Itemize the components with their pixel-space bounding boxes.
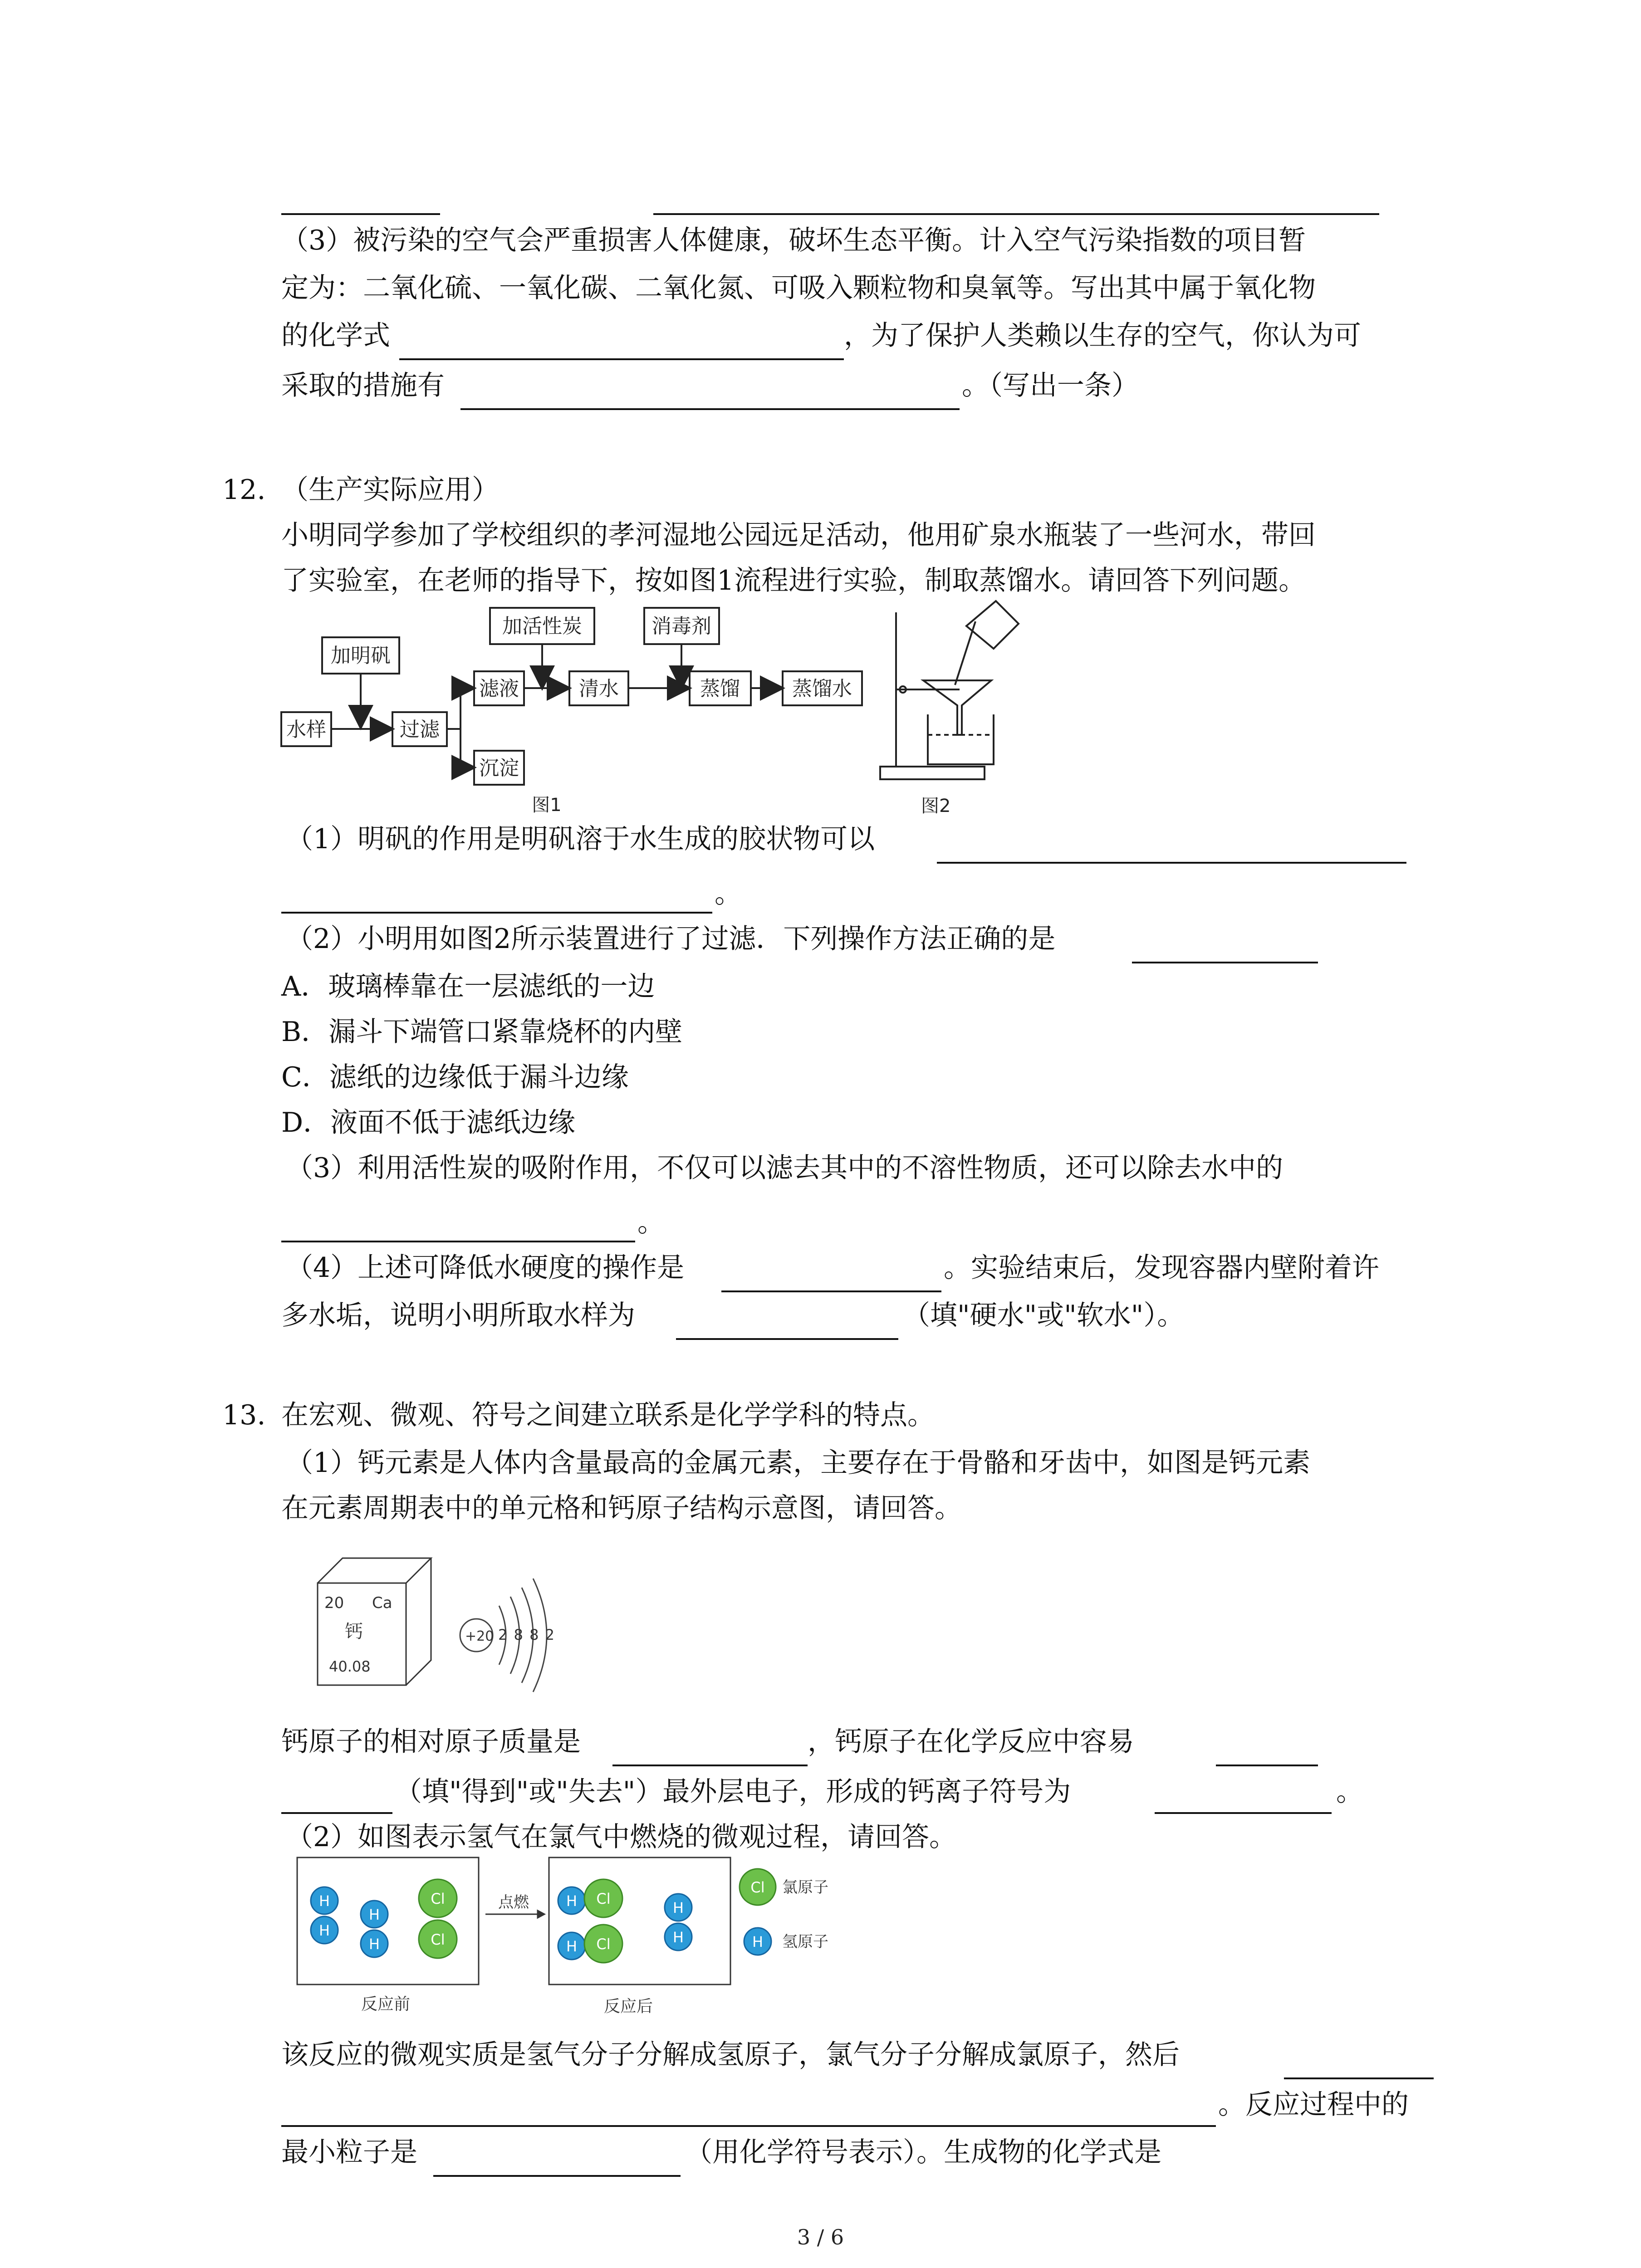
nucleus-charge: +20 [465, 1628, 494, 1644]
answer-blank[interactable] [1155, 1812, 1332, 1814]
svg-text:Cl: Cl [596, 1890, 611, 1907]
beaker [928, 714, 994, 764]
answer-blank[interactable] [399, 358, 844, 360]
q13-b3b: （用化学符号表示）。生成物的化学式是 [685, 2136, 1161, 2168]
filtration-apparatus-figure-2 [871, 599, 1021, 821]
svg-text:Cl: Cl [750, 1879, 765, 1896]
answer-blank[interactable] [281, 1241, 635, 1242]
answer-blank[interactable] [1284, 2077, 1434, 2079]
atomic-number: 20 [324, 1594, 344, 1612]
label-sample: 水样 [286, 718, 326, 741]
q12-tag: （生产实际应用） [281, 474, 499, 506]
q12-p1a: （1）明矾的作用是明矾溶于水生成的胶状物可以 [286, 823, 875, 855]
svg-text:H: H [752, 1933, 764, 1950]
label-filter: 过滤 [400, 718, 440, 741]
caption-before: 反应前 [361, 1995, 411, 2014]
answer-blank[interactable] [1132, 962, 1318, 963]
box-after [549, 1857, 730, 1984]
svg-text:H: H [672, 1899, 684, 1916]
q13-b2: 。反应过程中的 [1218, 2089, 1409, 2121]
q11-line-3a: 的化学式 [281, 320, 390, 352]
q13-b3a: 最小粒子是 [281, 2136, 417, 2168]
arrow-label: 点燃 [498, 1893, 529, 1911]
q12-option-d: D．液面不低于滤纸边缘 [281, 1107, 576, 1139]
answer-blank[interactable] [281, 1812, 392, 1814]
q13-number: 13. [222, 1399, 266, 1431]
q13-a1c: （填"得到"或"失去"）最外层电子，形成的钙离子符号为 [395, 1776, 1071, 1808]
q11-line-4b: 。（写出一条） [962, 370, 1139, 401]
atomic-mass: 40.08 [329, 1658, 371, 1675]
svg-text:H: H [672, 1929, 684, 1946]
svg-text:Cl: Cl [596, 1936, 611, 1953]
label-distill: 蒸馏 [700, 677, 740, 700]
element-name: 钙 [345, 1621, 363, 1642]
label-disinfect: 消毒剂 [652, 615, 711, 638]
electron-shells: 2 8 8 2 [498, 1626, 555, 1643]
caption-after: 反应后 [603, 1997, 653, 2016]
q12-p4d: （填"硬水"或"软水"）。 [903, 1300, 1185, 1331]
q12-option-a: A．玻璃棒靠在一层滤纸的一边 [281, 971, 655, 1002]
q12-line-2: 了实验室，在老师的指导下，按如图1流程进行实验，制取蒸馏水。请回答下列问题。 [281, 565, 1306, 596]
label-alum: 加明矾 [331, 644, 391, 667]
q13-a1b: ，钙原子在化学反应中容易 [808, 1726, 1134, 1758]
q11-line-4a: 采取的措施有 [281, 370, 445, 401]
answer-blank[interactable] [612, 1765, 808, 1766]
q12-p4b: 。实验结束后，发现容器内壁附着许 [944, 1252, 1379, 1284]
stand-base [880, 767, 985, 779]
svg-text:H: H [318, 1922, 330, 1939]
q12-p1b: 。 [715, 878, 742, 909]
q11-line-1: （3）被污染的空气会严重损害人体健康，破坏生态平衡。计入空气污染指数的项目暂 [281, 225, 1306, 256]
q13-line-0: 在宏观、微观、符号之间建立联系是化学学科的特点。 [281, 1399, 935, 1431]
answer-blank[interactable] [937, 862, 1406, 864]
q13-a1a: 钙原子的相对原子质量是 [281, 1726, 581, 1758]
reaction-microprocess-figure [290, 1855, 889, 2019]
q12-p3b: 。 [637, 1207, 665, 1238]
svg-text:H: H [368, 1936, 380, 1953]
label-filtrate: 滤液 [479, 677, 519, 700]
q12-number: 12. [222, 474, 266, 506]
legend-h: 氢原子 [782, 1933, 828, 1951]
svg-text:Cl: Cl [431, 1931, 445, 1948]
flowchart-figure-1 [279, 603, 882, 816]
answer-blank[interactable] [653, 213, 1379, 215]
q13-a1d: 。 [1336, 1776, 1363, 1808]
answer-blank[interactable] [1216, 1765, 1318, 1766]
label-sediment: 沉淀 [479, 757, 519, 780]
answer-blank[interactable] [676, 1338, 898, 1340]
label-clear: 清水 [579, 677, 619, 700]
q12-p4a: （4）上述可降低水硬度的操作是 [286, 1252, 685, 1284]
svg-text:Cl: Cl [431, 1890, 445, 1907]
answer-blank[interactable] [460, 408, 960, 410]
q11-line-3b: ，为了保护人类赖以生存的空气，你认为可 [844, 320, 1361, 352]
q12-p4c: 多水垢，说明小明所取水样为 [281, 1300, 635, 1331]
q12-p2: （2）小明用如图2所示装置进行了过滤．下列操作方法正确的是 [286, 923, 1056, 955]
q11-line-2: 定为：二氧化硫、一氧化碳、二氧化氮、可吸入颗粒物和臭氧等。写出其中属于氧化物 [281, 272, 1316, 304]
calcium-element-figure [309, 1551, 563, 1696]
q13-line-2: 在元素周期表中的单元格和钙原子结构示意图，请回答。 [281, 1492, 962, 1524]
q13-p2: （2）如图表示氢气在氯气中燃烧的微观过程，请回答。 [286, 1821, 957, 1853]
q12-p3: （3）利用活性炭的吸附作用，不仅可以滤去其中的不溶性物质，还可以除去水中的 [286, 1152, 1283, 1184]
answer-blank[interactable] [281, 2125, 1216, 2127]
label-distilled: 蒸馏水 [792, 677, 852, 700]
svg-text:H: H [368, 1906, 380, 1923]
caption-fig1: 图1 [532, 795, 562, 816]
label-carbon: 加活性炭 [502, 615, 582, 638]
q12-option-b: B．漏斗下端管口紧靠烧杯的内壁 [281, 1016, 683, 1048]
answer-blank[interactable] [281, 213, 440, 215]
element-symbol: Ca [372, 1594, 392, 1612]
answer-blank[interactable] [281, 912, 712, 914]
svg-text:H: H [566, 1892, 578, 1910]
legend-cl: 氯原子 [782, 1878, 828, 1897]
q13-b1: 该反应的微观实质是氢气分子分解成氢原子，氯气分子分解成氯原子，然后 [281, 2039, 1180, 2071]
q12-line-1: 小明同学参加了学校组织的孝河湿地公园远足活动，他用矿泉水瓶装了一些河水，带回 [281, 519, 1316, 551]
svg-text:H: H [566, 1938, 578, 1955]
svg-text:H: H [318, 1892, 330, 1910]
q13-line-1: （1）钙元素是人体内含量最高的金属元素，主要存在于骨骼和牙齿中，如图是钙元素 [286, 1447, 1311, 1479]
caption-fig2: 图2 [921, 796, 951, 816]
answer-blank[interactable] [433, 2175, 681, 2177]
q12-option-c: C．滤纸的边缘低于漏斗边缘 [281, 1061, 629, 1093]
answer-blank[interactable] [721, 1290, 941, 1292]
page-number: 3 / 6 [797, 2225, 844, 2249]
